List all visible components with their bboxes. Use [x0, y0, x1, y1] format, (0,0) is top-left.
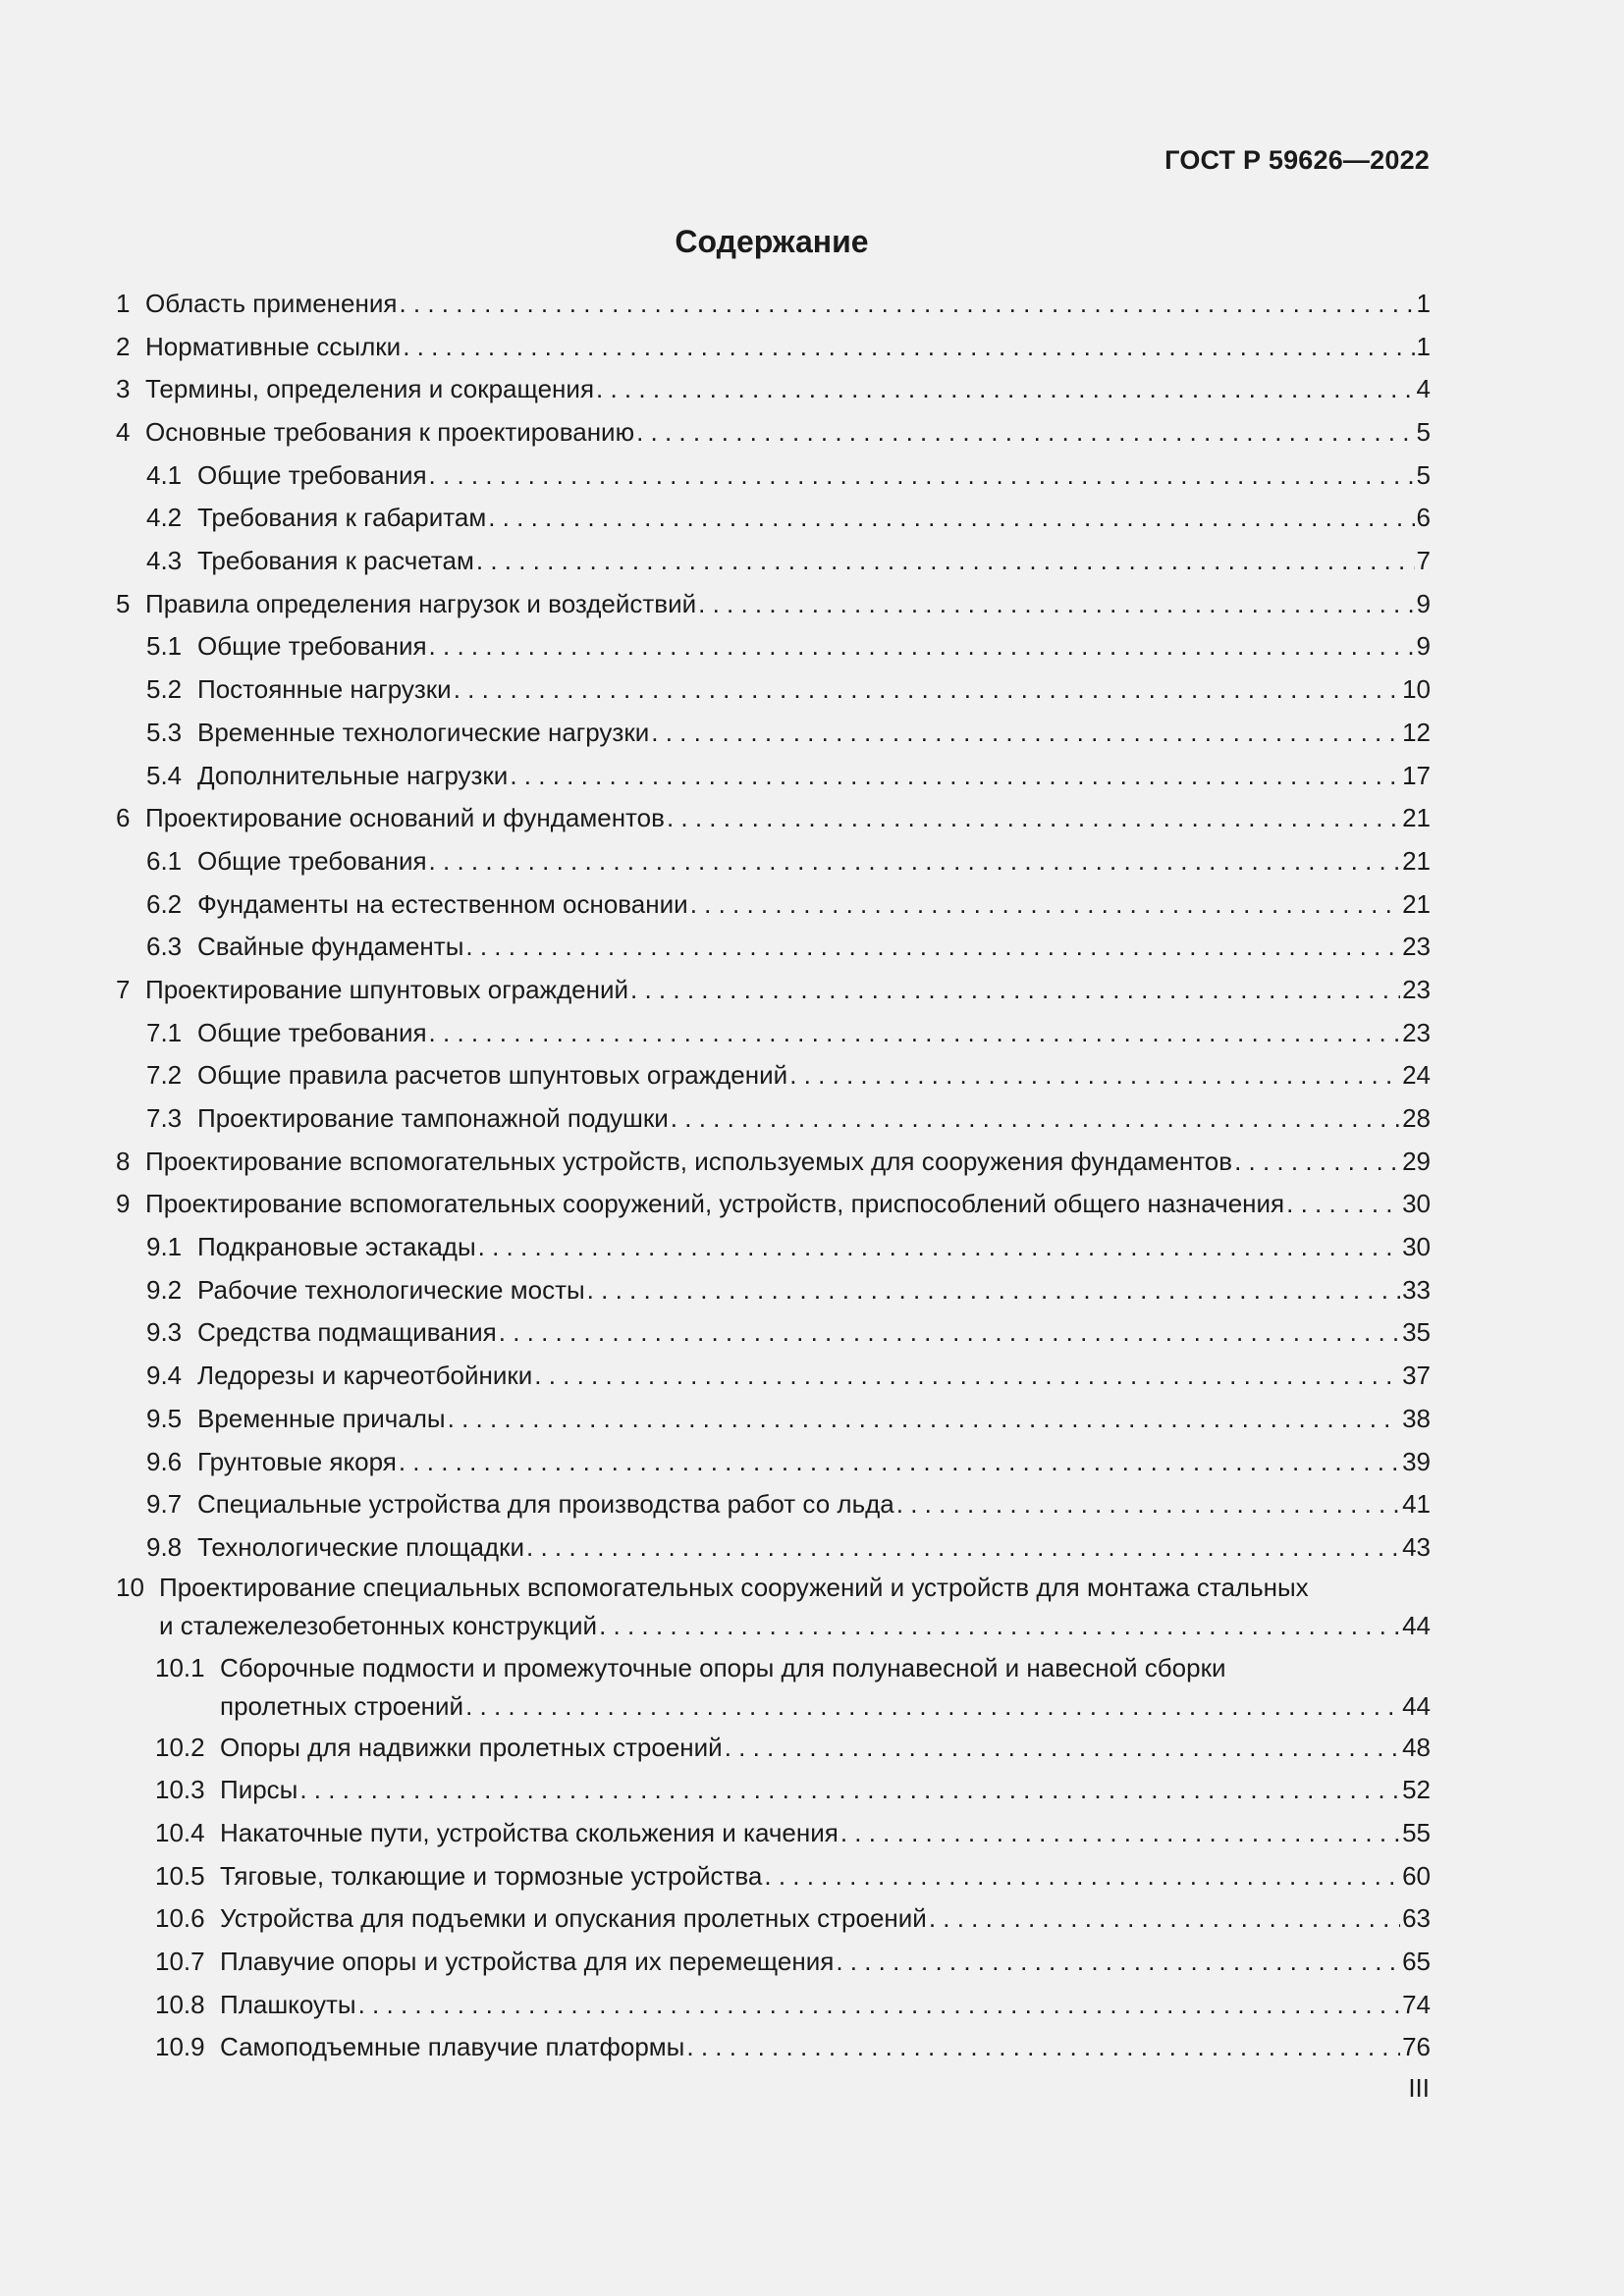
toc-leader-dots — [599, 1605, 1400, 1646]
toc-entry-page: 5 — [1416, 459, 1431, 490]
toc-leader-dots — [789, 1054, 1400, 1097]
toc-entry-number: 10.7 — [155, 1947, 205, 1977]
toc-entry-page: 38 — [1402, 1403, 1431, 1433]
toc-leader-dots — [1286, 1183, 1400, 1226]
toc-entry[interactable] — [116, 1727, 1431, 1770]
toc-entry-label: Правила определения нагрузок и воздействий — [145, 588, 697, 618]
toc-entry-label: Свайные фундаменты — [197, 932, 464, 962]
toc-entry[interactable] — [116, 1941, 1431, 1984]
toc-entry-number: 9.6 — [146, 1446, 183, 1476]
toc-entry-10-continuation[interactable] — [116, 1605, 1431, 1646]
toc-entry-number: 7.3 — [146, 1103, 183, 1134]
toc-entry-page: 10 — [1402, 674, 1431, 705]
toc-leader-dots — [478, 1226, 1400, 1269]
toc-entry-number: 10.1 — [155, 1652, 205, 1682]
toc-entry-10-1[interactable] — [116, 1650, 1431, 1685]
toc-entry-label: Средства подмащивания — [197, 1317, 497, 1348]
toc-entry-label: Общие требования — [197, 459, 427, 490]
toc-leader-dots — [465, 926, 1400, 969]
toc-entry-page: 5 — [1416, 417, 1431, 448]
toc-entry-label: Требования к габаритам — [197, 503, 487, 533]
toc-entry-label: Область применения — [145, 288, 398, 318]
toc-entry[interactable] — [116, 1269, 1431, 1312]
toc-entry-number: 1 — [116, 288, 131, 318]
toc-entry[interactable] — [116, 883, 1431, 927]
toc-entry-page: 74 — [1402, 1989, 1431, 2019]
toc-entry-label: Устройства для подъемки и опускания пролетных строений — [220, 1903, 927, 1934]
toc-entry[interactable] — [116, 540, 1431, 583]
toc-entry-page: 23 — [1402, 932, 1431, 962]
toc-leader-dots — [840, 1812, 1400, 1855]
toc-entry-number: 10.9 — [155, 2032, 205, 2062]
toc-entry-page: 12 — [1402, 717, 1431, 747]
toc-entry-page: 4 — [1416, 374, 1431, 404]
toc-entry-label: Проектирование вспомогательных устройств, используемых для сооружения фундаментов — [145, 1146, 1233, 1176]
toc-entry[interactable] — [116, 1012, 1431, 1055]
toc-entry[interactable] — [116, 454, 1431, 498]
toc-entry[interactable] — [116, 797, 1431, 840]
page-number: III — [1408, 2073, 1430, 2103]
toc-leader-dots — [725, 1727, 1400, 1770]
toc-entry-label: Общие требования — [197, 845, 427, 876]
document-code: ГОСТ Р 59626—2022 — [1164, 145, 1430, 175]
toc-entry-label: Специальные устройства для производства работ со льда — [197, 1489, 894, 1520]
toc-entry-number: 4.3 — [146, 546, 183, 576]
toc-leader-dots — [358, 1984, 1400, 2027]
toc-entry-number: 5 — [116, 588, 131, 618]
toc-entry-number: 9.2 — [146, 1274, 183, 1305]
toc-entry-label: Основные требования к проектированию — [145, 417, 635, 448]
toc-entry-number: 2 — [116, 331, 131, 361]
toc-entry-number: 9.4 — [146, 1361, 183, 1391]
toc-entry-number: 9.7 — [146, 1489, 183, 1520]
toc-leader-dots — [651, 712, 1400, 755]
toc-entry-label: Дополнительные нагрузки — [197, 760, 509, 790]
toc-entry-number: 9.1 — [146, 1232, 183, 1262]
toc-entry-label: Грунтовые якоря — [197, 1446, 397, 1476]
toc-entry[interactable] — [116, 626, 1431, 669]
toc-entry-label: Требования к расчетам — [197, 546, 474, 576]
toc-leader-dots — [299, 1769, 1400, 1812]
toc-entry-label: Общие требования — [197, 631, 427, 662]
toc-leader-dots — [499, 1311, 1400, 1355]
toc-entry-label: Общие правила расчетов шпунтовых ограждений — [197, 1060, 788, 1091]
toc-leader-dots — [465, 1685, 1400, 1727]
toc-leader-dots — [698, 583, 1414, 626]
toc-entry-label: Проектирование специальных вспомогательных сооружений и устройств для монтажа стальных — [159, 1572, 1309, 1602]
toc-leader-dots — [448, 1398, 1400, 1441]
toc-leader-dots — [399, 1441, 1400, 1484]
toc-entry-label: Нормативные ссылки — [145, 331, 402, 361]
toc-leader-dots — [403, 326, 1414, 369]
toc-entry-page: 24 — [1402, 1060, 1431, 1091]
toc-entry[interactable] — [116, 368, 1431, 411]
toc-entry-number: 9.8 — [146, 1531, 183, 1562]
toc-entry-page: 76 — [1402, 2032, 1431, 2062]
toc-entry-number: 10.5 — [155, 1860, 205, 1891]
toc-entry-label: Плашкоуты — [220, 1989, 356, 2019]
table-of-contents — [116, 283, 1431, 2069]
toc-leader-dots — [596, 368, 1415, 411]
toc-entry-number: 9.3 — [146, 1317, 183, 1348]
toc-entry-10[interactable] — [116, 1570, 1431, 1605]
toc-entry-number: 6.2 — [146, 888, 183, 919]
toc-entry-label: и сталежелезобетонных конструкций — [159, 1610, 598, 1640]
toc-entry[interactable] — [116, 326, 1431, 369]
toc-entry-number: 7.1 — [146, 1017, 183, 1047]
toc-entry-number: 6.3 — [146, 932, 183, 962]
toc-entry-number: 10.4 — [155, 1817, 205, 1847]
toc-entry-page: 35 — [1402, 1317, 1431, 1348]
toc-entry[interactable] — [116, 1355, 1431, 1398]
toc-entry[interactable] — [116, 1855, 1431, 1898]
toc-leader-dots — [686, 2026, 1400, 2069]
toc-entry-page: 37 — [1402, 1361, 1431, 1391]
toc-entry[interactable] — [116, 668, 1431, 712]
toc-entry-label: Постоянные нагрузки — [197, 674, 452, 705]
toc-entry-label: Фундаменты на естественном основании — [197, 888, 688, 919]
toc-entry-page: 21 — [1402, 803, 1431, 833]
toc-entry-number: 8 — [116, 1146, 131, 1176]
toc-entry-label: Пирсы — [220, 1775, 298, 1805]
toc-entry-page: 28 — [1402, 1103, 1431, 1134]
toc-entry-page: 29 — [1402, 1146, 1431, 1176]
toc-leader-dots — [429, 625, 1415, 668]
toc-entry-page: 55 — [1402, 1817, 1431, 1847]
toc-leader-dots — [526, 1526, 1400, 1570]
toc-entry[interactable] — [116, 1526, 1431, 1570]
toc-entry-page: 21 — [1402, 888, 1431, 919]
toc-entry-number: 10.8 — [155, 1989, 205, 2019]
toc-entry-number: 10 — [116, 1572, 144, 1602]
toc-entry-label: пролетных строений — [220, 1690, 464, 1721]
toc-entry-number: 10.3 — [155, 1775, 205, 1805]
toc-entry-page: 1 — [1416, 288, 1431, 318]
toc-entry-label: Сборочные подмости и промежуточные опоры для полунавесной и навесной сборки — [220, 1652, 1226, 1682]
toc-entry-page: 65 — [1402, 1947, 1431, 1977]
toc-entry-label: Временные технологические нагрузки — [197, 717, 650, 747]
toc-entry-label: Рабочие технологические мосты — [197, 1274, 585, 1305]
toc-entry-label: Проектирование вспомогательных сооружений, устройств, приспособлений общего назначения — [145, 1189, 1285, 1219]
toc-entry-page: 21 — [1402, 845, 1431, 876]
toc-entry[interactable] — [116, 1312, 1431, 1356]
toc-entry-number: 9.5 — [146, 1403, 183, 1433]
toc-leader-dots — [429, 840, 1401, 883]
toc-entry-label: Проектирование оснований и фундаментов — [145, 803, 665, 833]
toc-entry[interactable] — [116, 2026, 1431, 2069]
toc-entry-label: Подкрановые эстакады — [197, 1232, 476, 1262]
toc-entry-number: 5.1 — [146, 631, 183, 662]
toc-entry-label: Ледорезы и карчеотбойники — [197, 1361, 533, 1391]
toc-leader-dots — [836, 1941, 1400, 1984]
toc-entry-label: Термины, определения и сокращения — [145, 374, 595, 404]
toc-entry-page: 30 — [1402, 1189, 1431, 1219]
toc-entry-number: 7.2 — [146, 1060, 183, 1091]
toc-title: Содержание — [675, 224, 869, 259]
toc-entry[interactable] — [116, 497, 1431, 540]
toc-entry[interactable] — [116, 1141, 1431, 1184]
toc-entry[interactable] — [116, 969, 1431, 1012]
toc-leader-dots — [488, 497, 1414, 540]
toc-entry-label: Технологические площадки — [197, 1531, 524, 1562]
toc-leader-dots — [636, 411, 1414, 454]
toc-entry[interactable] — [116, 1441, 1431, 1484]
toc-entry-page: 33 — [1402, 1274, 1431, 1305]
toc-entry[interactable] — [116, 755, 1431, 798]
toc-entry[interactable] — [116, 840, 1431, 883]
toc-entry-page: 41 — [1402, 1489, 1431, 1520]
toc-leader-dots — [429, 1012, 1401, 1055]
toc-entry-page: 48 — [1402, 1732, 1431, 1762]
toc-entry[interactable] — [116, 411, 1431, 454]
toc-entry-page: 6 — [1416, 503, 1431, 533]
toc-leader-dots — [429, 454, 1415, 498]
toc-entry-page: 23 — [1402, 1017, 1431, 1047]
toc-entry-page: 9 — [1416, 631, 1431, 662]
toc-entry-page: 17 — [1402, 760, 1431, 790]
toc-leader-dots — [454, 668, 1400, 712]
toc-entry-number: 6.1 — [146, 845, 183, 876]
toc-entry-label: Плавучие опоры и устройства для их перемещения — [220, 1947, 835, 1977]
toc-entry[interactable] — [116, 1984, 1431, 2027]
toc-entry-number: 4 — [116, 417, 131, 448]
toc-entry-number: 7 — [116, 974, 131, 1004]
toc-leader-dots — [587, 1269, 1400, 1312]
toc-entry-label: Проектирование тампонажной подушки — [197, 1103, 669, 1134]
toc-entry[interactable] — [116, 1097, 1431, 1141]
toc-entry-number: 5.3 — [146, 717, 183, 747]
toc-entry-page: 44 — [1402, 1610, 1431, 1640]
toc-entry-page: 1 — [1416, 331, 1431, 361]
toc-entry[interactable] — [116, 1054, 1431, 1097]
toc-entry-number: 4.1 — [146, 459, 183, 490]
toc-entry-page: 39 — [1402, 1446, 1431, 1476]
toc-entry-page: 43 — [1402, 1531, 1431, 1562]
toc-entry[interactable] — [116, 583, 1431, 626]
toc-leader-dots — [690, 883, 1400, 927]
toc-leader-dots — [1234, 1141, 1400, 1184]
toc-entry-number: 3 — [116, 374, 131, 404]
toc-leader-dots — [476, 540, 1415, 583]
toc-leader-dots — [764, 1855, 1400, 1898]
toc-leader-dots — [667, 797, 1400, 840]
toc-leader-dots — [671, 1097, 1400, 1141]
toc-entry-label: Временные причалы — [197, 1403, 446, 1433]
toc-entry-number: 5.2 — [146, 674, 183, 705]
toc-entry-number: 9 — [116, 1189, 131, 1219]
toc-leader-dots — [630, 969, 1400, 1012]
toc-entry-page: 9 — [1416, 588, 1431, 618]
toc-entry-number: 10.2 — [155, 1732, 205, 1762]
toc-leader-dots — [929, 1897, 1400, 1941]
toc-entry-page: 23 — [1402, 974, 1431, 1004]
toc-entry-page: 60 — [1402, 1860, 1431, 1891]
toc-entry[interactable] — [116, 1769, 1431, 1812]
toc-entry-label: Проектирование шпунтовых ограждений — [145, 974, 629, 1004]
toc-entry[interactable] — [116, 1183, 1431, 1226]
toc-entry[interactable] — [116, 1226, 1431, 1269]
toc-entry[interactable] — [116, 1483, 1431, 1526]
toc-leader-dots — [399, 283, 1414, 326]
toc-entry-label: Общие требования — [197, 1017, 427, 1047]
toc-entry-page: 63 — [1402, 1903, 1431, 1934]
toc-entry-label: Самоподъемные плавучие платформы — [220, 2032, 685, 2062]
toc-entry[interactable] — [116, 712, 1431, 755]
toc-leader-dots — [510, 755, 1400, 798]
toc-entry-number: 10.6 — [155, 1903, 205, 1934]
toc-entry-10-1-continuation[interactable] — [116, 1685, 1431, 1727]
toc-entry-page: 7 — [1416, 546, 1431, 576]
toc-leader-dots — [534, 1355, 1400, 1398]
toc-entry-page: 30 — [1402, 1232, 1431, 1262]
toc-entry[interactable] — [116, 1398, 1431, 1441]
toc-entry-number: 6 — [116, 803, 131, 833]
toc-entry[interactable] — [116, 1812, 1431, 1855]
toc-entry-page: 52 — [1402, 1775, 1431, 1805]
toc-entry-label: Опоры для надвижки пролетных строений — [220, 1732, 723, 1762]
toc-entry-number: 5.4 — [146, 760, 183, 790]
toc-entry-number: 4.2 — [146, 503, 183, 533]
toc-entry[interactable] — [116, 283, 1431, 326]
toc-entry-page: 44 — [1402, 1690, 1431, 1721]
toc-leader-dots — [896, 1483, 1400, 1526]
toc-entry-label: Накаточные пути, устройства скольжения и качения — [220, 1817, 839, 1847]
toc-entry-label: Тяговые, толкающие и тормозные устройства — [220, 1860, 763, 1891]
toc-entry[interactable] — [116, 926, 1431, 969]
toc-entry[interactable] — [116, 1897, 1431, 1941]
